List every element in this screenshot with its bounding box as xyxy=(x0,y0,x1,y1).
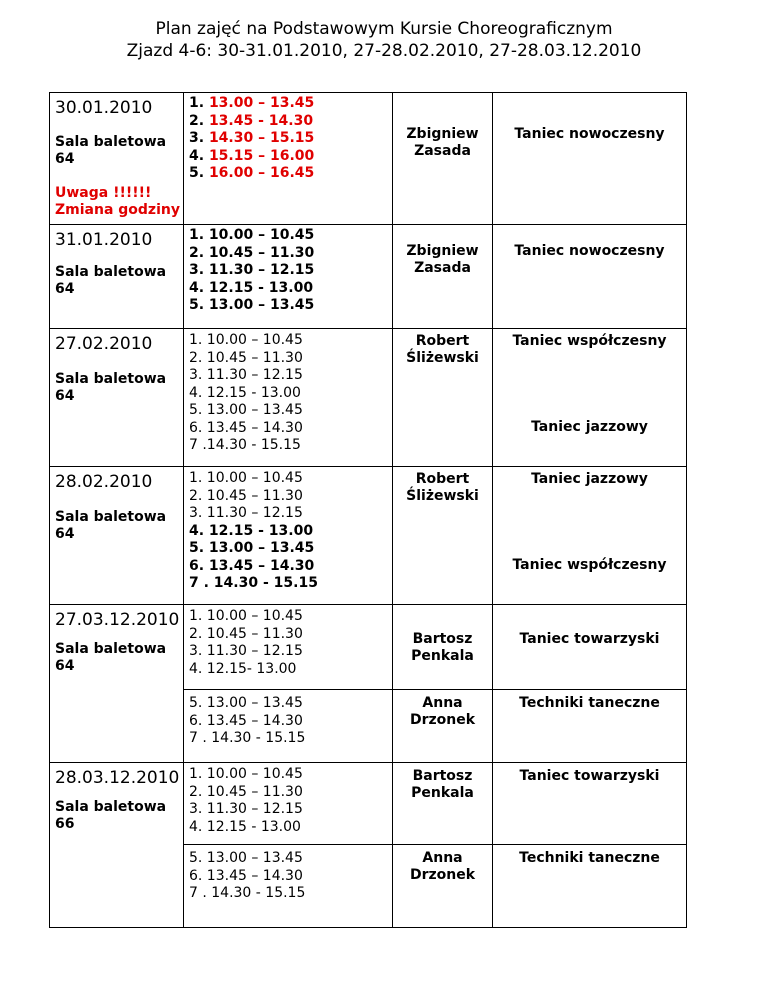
teacher-last-name: Penkala xyxy=(411,785,474,801)
subject-name: Taniec współczesny xyxy=(512,333,667,349)
room-number: 64 xyxy=(55,526,75,542)
time-slot: 3. 11.30 – 12.15 xyxy=(189,262,315,278)
time-slot: 1. 13.00 – 13.45 xyxy=(189,95,315,111)
teacher-cell xyxy=(393,845,492,927)
time-slot: 3. 11.30 – 12.15 xyxy=(189,367,303,383)
teacher-last-name: Śliżewski xyxy=(406,350,479,366)
teacher-first-name: Bartosz xyxy=(412,631,473,647)
time-slot: 3. 11.30 – 12.15 xyxy=(189,643,303,659)
teacher-last-name: Penkala xyxy=(411,648,474,664)
teacher-cell xyxy=(393,329,492,466)
table-row xyxy=(50,605,687,690)
room-number: 64 xyxy=(55,151,75,167)
time-slot: 2. 10.45 – 11.30 xyxy=(189,625,303,642)
teacher-first-name: Zbigniew xyxy=(406,126,479,142)
date-cell xyxy=(50,467,183,604)
teacher-cell xyxy=(393,605,492,689)
teacher-last-name: Drzonek xyxy=(409,867,476,883)
date-cell xyxy=(50,329,183,466)
time-slot: 2. 10.45 – 11.30 xyxy=(189,783,303,800)
room-label: Sala baletowa xyxy=(55,371,167,387)
room-label: Sala baletowa xyxy=(55,799,167,815)
time-slot: 4. 12.15 - 13.00 xyxy=(189,818,301,835)
time-slot: 1. 10.00 – 10.45 xyxy=(189,332,303,348)
session-date: 28.03.12.2010 xyxy=(55,768,180,788)
teacher-cell xyxy=(393,763,492,844)
time-slot: 4. 12.15 - 13.00 xyxy=(189,279,314,296)
time-slot: 6. 13.45 – 14.30 xyxy=(189,557,315,574)
time-slot: 4. 12.15 - 13.00 xyxy=(189,384,301,401)
teacher-last-name: Śliżewski xyxy=(406,488,479,504)
room-number: 64 xyxy=(55,388,75,404)
teacher-first-name: Robert xyxy=(415,333,470,349)
time-slot: 6. 13.45 – 14.30 xyxy=(189,867,303,884)
session-date: 31.01.2010 xyxy=(55,230,153,250)
date-cell xyxy=(50,763,183,927)
date-cell xyxy=(50,605,183,762)
time-slot: 7 .14.30 - 15.15 xyxy=(189,437,301,453)
subject-cell xyxy=(493,93,686,224)
slots-cell xyxy=(184,467,392,604)
time-slot: 5. 13.00 – 13.45 xyxy=(189,297,315,313)
time-slot: 6. 13.45 – 14.30 xyxy=(189,712,303,729)
teacher-cell xyxy=(393,225,492,328)
date-cell xyxy=(50,93,183,224)
room-number: 66 xyxy=(55,816,75,832)
subject-name: Taniec jazzowy xyxy=(531,419,648,435)
slots-cell xyxy=(184,845,392,927)
session-date: 30.01.2010 xyxy=(55,98,153,118)
time-slot: 7 . 14.30 - 15.15 xyxy=(189,730,306,746)
subject-name: Taniec jazzowy xyxy=(531,471,648,487)
subject-cell xyxy=(493,605,686,689)
time-slot: 5. 16.00 – 16.45 xyxy=(189,165,315,181)
time-slot: 1. 10.00 – 10.45 xyxy=(189,766,303,782)
room-number: 64 xyxy=(55,281,75,297)
subject-cell xyxy=(493,467,686,604)
subject-cell xyxy=(493,763,686,844)
room-label: Sala baletowa xyxy=(55,134,167,150)
session-date: 27.02.2010 xyxy=(55,334,153,354)
time-slot: 5. 13.00 – 13.45 xyxy=(189,695,303,711)
time-slot: 2. 13.45 - 14.30 xyxy=(189,112,314,129)
slots-cell xyxy=(184,329,392,466)
teacher-cell xyxy=(393,93,492,224)
subject-name: Techniki taneczne xyxy=(519,695,660,711)
time-slot: 3. 11.30 – 12.15 xyxy=(189,801,303,817)
time-slot: 2. 10.45 – 11.30 xyxy=(189,349,303,366)
subject-cell xyxy=(493,845,686,927)
subject-cell xyxy=(493,690,686,762)
time-slot: 5. 13.00 – 13.45 xyxy=(189,850,303,866)
table-row xyxy=(50,763,687,845)
time-slot: 4. 12.15- 13.00 xyxy=(189,660,297,677)
table-row xyxy=(50,225,687,329)
teacher-cell xyxy=(393,690,492,762)
teacher-first-name: Anna xyxy=(422,695,463,711)
time-slot: 3. 14.30 – 15.15 xyxy=(189,130,315,146)
slots-cell xyxy=(184,93,392,224)
table-row xyxy=(50,467,687,605)
subject-name: Techniki taneczne xyxy=(519,850,660,866)
teacher-first-name: Zbigniew xyxy=(406,243,479,259)
teacher-first-name: Bartosz xyxy=(412,768,473,784)
time-slot: 7 . 14.30 - 15.15 xyxy=(189,885,306,901)
subject-name: Taniec towarzyski xyxy=(519,768,660,784)
teacher-first-name: Robert xyxy=(415,471,470,487)
time-slot: 1. 10.00 – 10.45 xyxy=(189,470,303,486)
session-date: 27.03.12.2010 xyxy=(55,610,180,630)
time-slot: 2. 10.45 – 11.30 xyxy=(189,487,303,504)
room-number: 64 xyxy=(55,658,75,674)
teacher-last-name: Zasada xyxy=(414,143,471,159)
time-slot: 4. 12.15 - 13.00 xyxy=(189,522,314,539)
slots-cell xyxy=(184,763,392,844)
date-cell xyxy=(50,225,183,328)
teacher-first-name: Anna xyxy=(422,850,463,866)
warning-note-detail: Zmiana godziny xyxy=(55,202,180,218)
subject-name: Taniec nowoczesny xyxy=(514,126,665,142)
table-row xyxy=(50,329,687,467)
time-slot: 1. 10.00 – 10.45 xyxy=(189,608,303,624)
time-slot: 7 . 14.30 - 15.15 xyxy=(189,575,318,591)
slots-cell xyxy=(184,225,392,328)
room-label: Sala baletowa xyxy=(55,509,167,525)
teacher-last-name: Drzonek xyxy=(409,712,476,728)
subject-name: Taniec towarzyski xyxy=(519,631,660,647)
time-slot: 3. 11.30 – 12.15 xyxy=(189,505,303,521)
time-slot: 1. 10.00 – 10.45 xyxy=(189,227,315,243)
teacher-last-name: Zasada xyxy=(414,260,471,276)
page-subtitle: Zjazd 4-6: 30-31.01.2010, 27-28.02.2010, 27-28.03.12.2010 xyxy=(126,41,642,61)
time-slot: 6. 13.45 – 14.30 xyxy=(189,419,303,436)
teacher-cell xyxy=(393,467,492,604)
subject-cell xyxy=(493,329,686,466)
slots-cell xyxy=(184,605,392,689)
room-label: Sala baletowa xyxy=(55,641,167,657)
time-slot: 2. 10.45 – 11.30 xyxy=(189,244,315,261)
time-slot: 5. 13.00 – 13.45 xyxy=(189,402,303,418)
session-date: 28.02.2010 xyxy=(55,472,153,492)
time-slot: 5. 13.00 – 13.45 xyxy=(189,540,315,556)
time-slot: 4. 15.15 – 16.00 xyxy=(189,147,315,164)
schedule-table xyxy=(49,92,687,928)
subject-cell xyxy=(493,225,686,328)
table-row xyxy=(50,93,687,225)
warning-note: Uwaga !!!!!! xyxy=(55,185,152,201)
slots-cell xyxy=(184,690,392,762)
page-title: Plan zajęć na Podstawowym Kursie Choreograficznym xyxy=(155,19,613,39)
subject-name: Taniec nowoczesny xyxy=(514,243,665,259)
subject-name: Taniec współczesny xyxy=(512,557,667,573)
room-label: Sala baletowa xyxy=(55,264,167,280)
